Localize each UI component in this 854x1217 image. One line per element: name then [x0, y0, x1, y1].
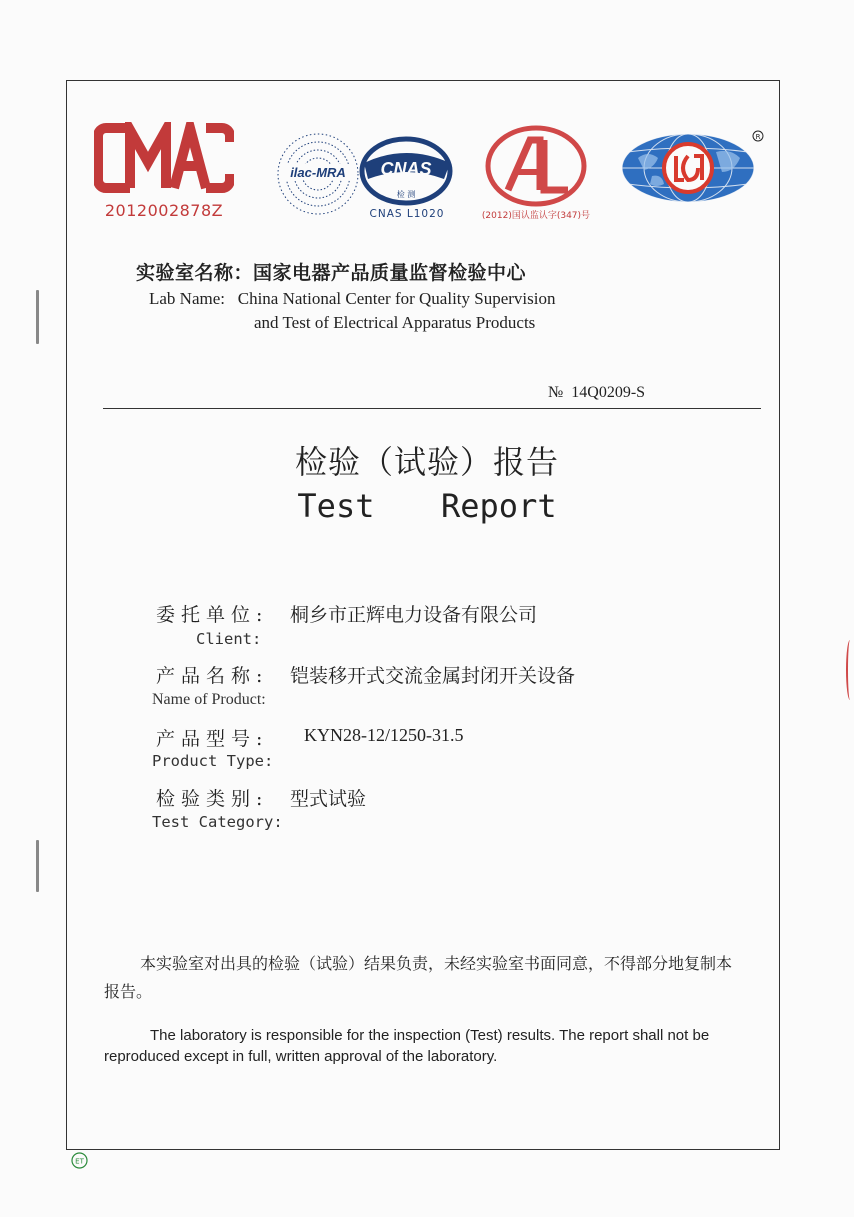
svg-text:ET: ET — [75, 1157, 84, 1166]
cma-registration-number: 2012002878Z — [104, 201, 224, 220]
product-type-label-english: Product Type: — [152, 752, 274, 770]
disclaimer-chinese: 本实验室对出具的检验（试验）结果负责，未经实验室书面同意，不得部分地复制本报告。 — [104, 954, 733, 1001]
cal-certificate-number: (2012)国认监认字(347)号 — [481, 211, 591, 221]
report-title-english: Test Report — [297, 487, 557, 525]
cnas-accreditation-number: CNAS L1020 — [369, 208, 445, 220]
product-name-label-english: Name of Product: — [152, 691, 266, 708]
lab-name-english-line1: Lab Name: China National Center for Quality Supervision — [149, 289, 556, 308]
lab-name-english-line2: and Test of Electrical Apparatus Products — [254, 313, 536, 332]
test-category-label-english: Test Category: — [152, 813, 283, 831]
client-label-chinese: 委托单位: — [156, 604, 269, 626]
cnas-small-text: 检 测 — [396, 190, 416, 199]
report-title-chinese: 检验（试验）报告 — [294, 443, 559, 481]
product-type-value: KYN28-12/1250-31.5 — [304, 725, 464, 745]
product-name-value: 铠装移开式交流金属封闭开关设备 — [290, 665, 576, 687]
client-label-english: Client: — [196, 630, 262, 648]
cal-logo — [484, 124, 588, 208]
globe-certification-logo — [618, 128, 764, 204]
svg-text:CNAS: CNAS — [380, 159, 432, 179]
product-name-label-chinese: 产品名称: — [156, 665, 269, 687]
staple-mark-bottom — [36, 840, 39, 892]
disclaimer-english: The laboratory is responsible for the inspection (Test) results. The report shall not be reproduced except in full, written approval of the laboratory. — [104, 1027, 710, 1065]
test-category-label-chinese: 检验类别: — [156, 788, 269, 810]
lab-name-chinese: 实验室名称：国家电器产品质量监督检验中心 — [136, 262, 527, 284]
ilac-mra-logo — [274, 130, 362, 218]
cnas-logo — [358, 135, 454, 207]
svg-text:ilac-MRA: ilac-MRA — [290, 165, 346, 180]
header-divider — [103, 408, 761, 409]
client-value: 桐乡市正辉电力设备有限公司 — [290, 604, 538, 626]
staple-mark-top — [36, 290, 39, 344]
product-type-label-chinese: 产品型号: — [156, 728, 269, 750]
cma-logo — [94, 122, 234, 198]
report-number: № 14Q0209-S — [548, 384, 646, 401]
et-mark-icon — [71, 1152, 88, 1169]
svg-text:R: R — [755, 133, 761, 141]
test-category-value: 型式试验 — [290, 788, 367, 810]
edge-seal-fragment — [846, 640, 854, 700]
